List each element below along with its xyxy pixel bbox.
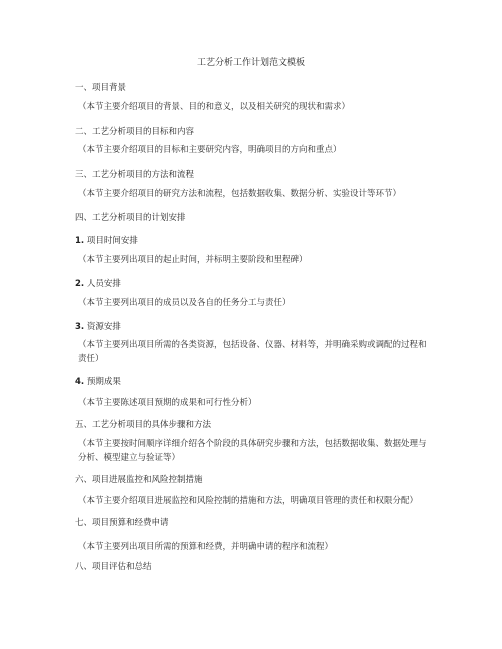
subsection-note-3: （本节主要列出项目所需的各类资源，包括设备、仪器、材料等，并明确采购或调配的过程和责任） (78, 340, 427, 364)
subsection-note-1: （本节主要列出项目的起止时间，并标明主要阶段和里程碑） (78, 255, 308, 265)
section-note-1: （本节主要介绍项目的背景、目的和意义，以及相关研究的现状和需求） (78, 102, 351, 112)
section-heading-1: 一、项目背景 (75, 83, 127, 93)
section-heading-3: 三、工艺分析项目的方法和流程 (75, 170, 195, 180)
section-note-5: （本节主要按时间顺序详细介绍各个阶段的具体研究步骤和方法，包括数据收集、数据处理与分析、模型建立与验证等） (78, 439, 427, 463)
subsection-number: 2. (75, 279, 85, 289)
subsection-note-2: （本节主要列出项目的成员以及各自的任务分工与责任） (78, 298, 291, 308)
subsection-number: 3. (75, 322, 85, 332)
document-title: 工艺分析工作计划范文模板 (196, 58, 305, 68)
subsection-1 (75, 235, 435, 247)
subsection-3 (75, 321, 435, 333)
section-heading-6: 六、项目进展监控和风险控制措施 (75, 475, 203, 485)
section-heading-2: 二、工艺分析项目的目标和内容 (75, 127, 195, 137)
subsection-2 (75, 278, 435, 290)
subsection-label: 项目时间安排 (86, 236, 138, 246)
section-note-7: （本节主要列出项目所需的预算和经费，并明确申请的程序和流程） (78, 542, 334, 552)
subsection-label: 预期成果 (86, 377, 121, 387)
section-heading-7: 七、项目预算和经费申请 (75, 518, 169, 528)
subsection-number: 1. (75, 236, 85, 246)
section-heading-5: 五、工艺分析项目的具体步骤和方法 (75, 420, 212, 430)
section-note-3: （本节主要介绍项目的研究方法和流程，包括数据收集、数据分析、实验设计等环节） (78, 189, 402, 199)
section-heading-4: 四、工艺分析项目的计划安排 (75, 213, 186, 223)
section-note-6: （本节主要介绍项目进展监控和风险控制的措施和方法，明确项目管理的责任和权限分配） (78, 496, 419, 506)
subsection-note-4: （本节主要陈述项目预期的成果和可行性分析） (78, 398, 257, 408)
subsection-number: 4. (75, 377, 85, 387)
section-heading-8: 八、项目评估和总结 (75, 562, 152, 572)
section-note-2: （本节主要介绍项目的目标和主要研究内容，明确项目的方向和重点） (78, 145, 342, 155)
subsection-4 (75, 376, 435, 388)
subsection-label: 人员安排 (86, 279, 121, 289)
subsection-label: 资源安排 (86, 322, 121, 332)
